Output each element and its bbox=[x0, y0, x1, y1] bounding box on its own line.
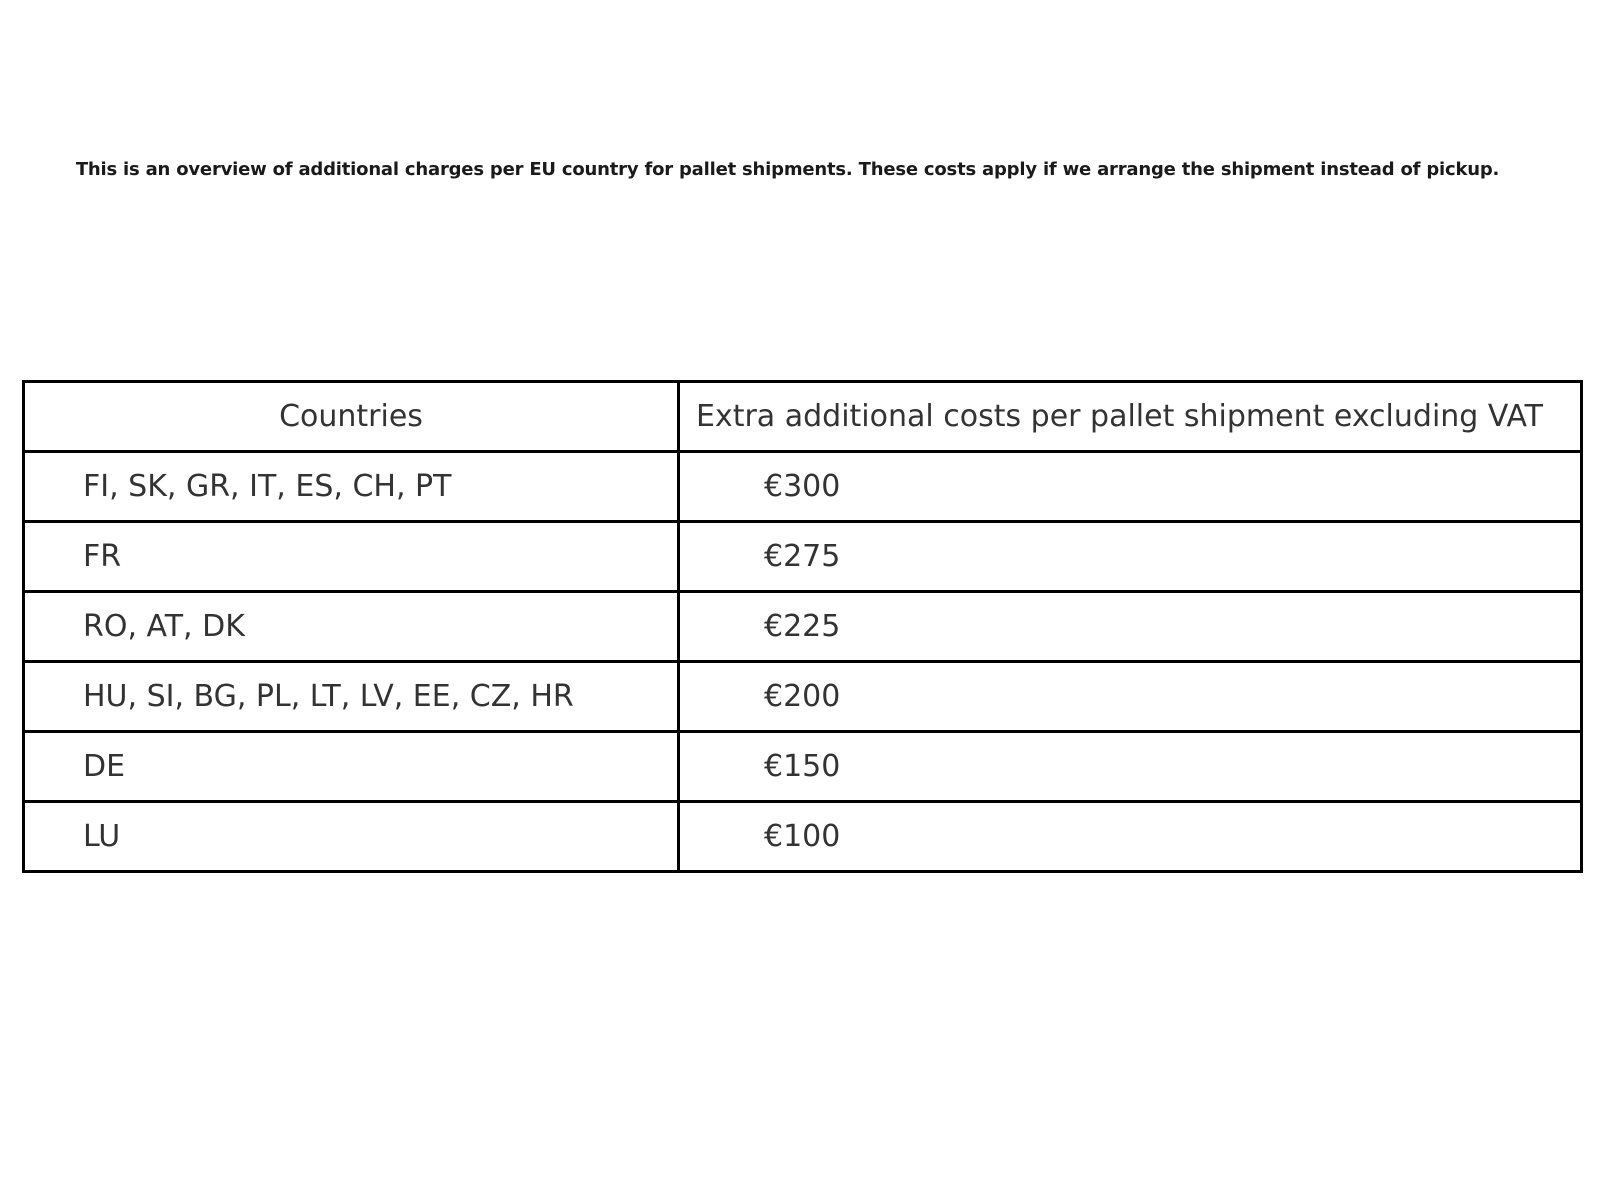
countries-cell: DE bbox=[24, 732, 679, 802]
table-row bbox=[24, 452, 1582, 522]
countries-cell: LU bbox=[24, 802, 679, 872]
countries-cell: HU, SI, BG, PL, LT, LV, EE, CZ, HR bbox=[24, 662, 679, 732]
table-row bbox=[24, 522, 1582, 592]
countries-column-header: Countries bbox=[24, 382, 679, 452]
countries-cell: FI, SK, GR, IT, ES, CH, PT bbox=[24, 452, 679, 522]
countries-cell: FR bbox=[24, 522, 679, 592]
intro-note: This is an overview of additional charges per EU country for pallet shipments. These costs apply if we arrange the shipment instead of pickup. bbox=[75, 159, 1500, 180]
cost-column-header: Extra additional costs per pallet shipment excluding VAT bbox=[679, 382, 1582, 452]
table-row bbox=[24, 592, 1582, 662]
table-row bbox=[24, 732, 1582, 802]
cost-cell: €275 bbox=[679, 522, 1582, 592]
table-row bbox=[24, 662, 1582, 732]
pallet-charges-table bbox=[22, 380, 1583, 873]
table-header-row bbox=[24, 382, 1582, 452]
cost-cell: €100 bbox=[679, 802, 1582, 872]
countries-cell: RO, AT, DK bbox=[24, 592, 679, 662]
cost-cell: €300 bbox=[679, 452, 1582, 522]
table-row bbox=[24, 802, 1582, 872]
cost-cell: €225 bbox=[679, 592, 1582, 662]
cost-cell: €150 bbox=[679, 732, 1582, 802]
cost-cell: €200 bbox=[679, 662, 1582, 732]
